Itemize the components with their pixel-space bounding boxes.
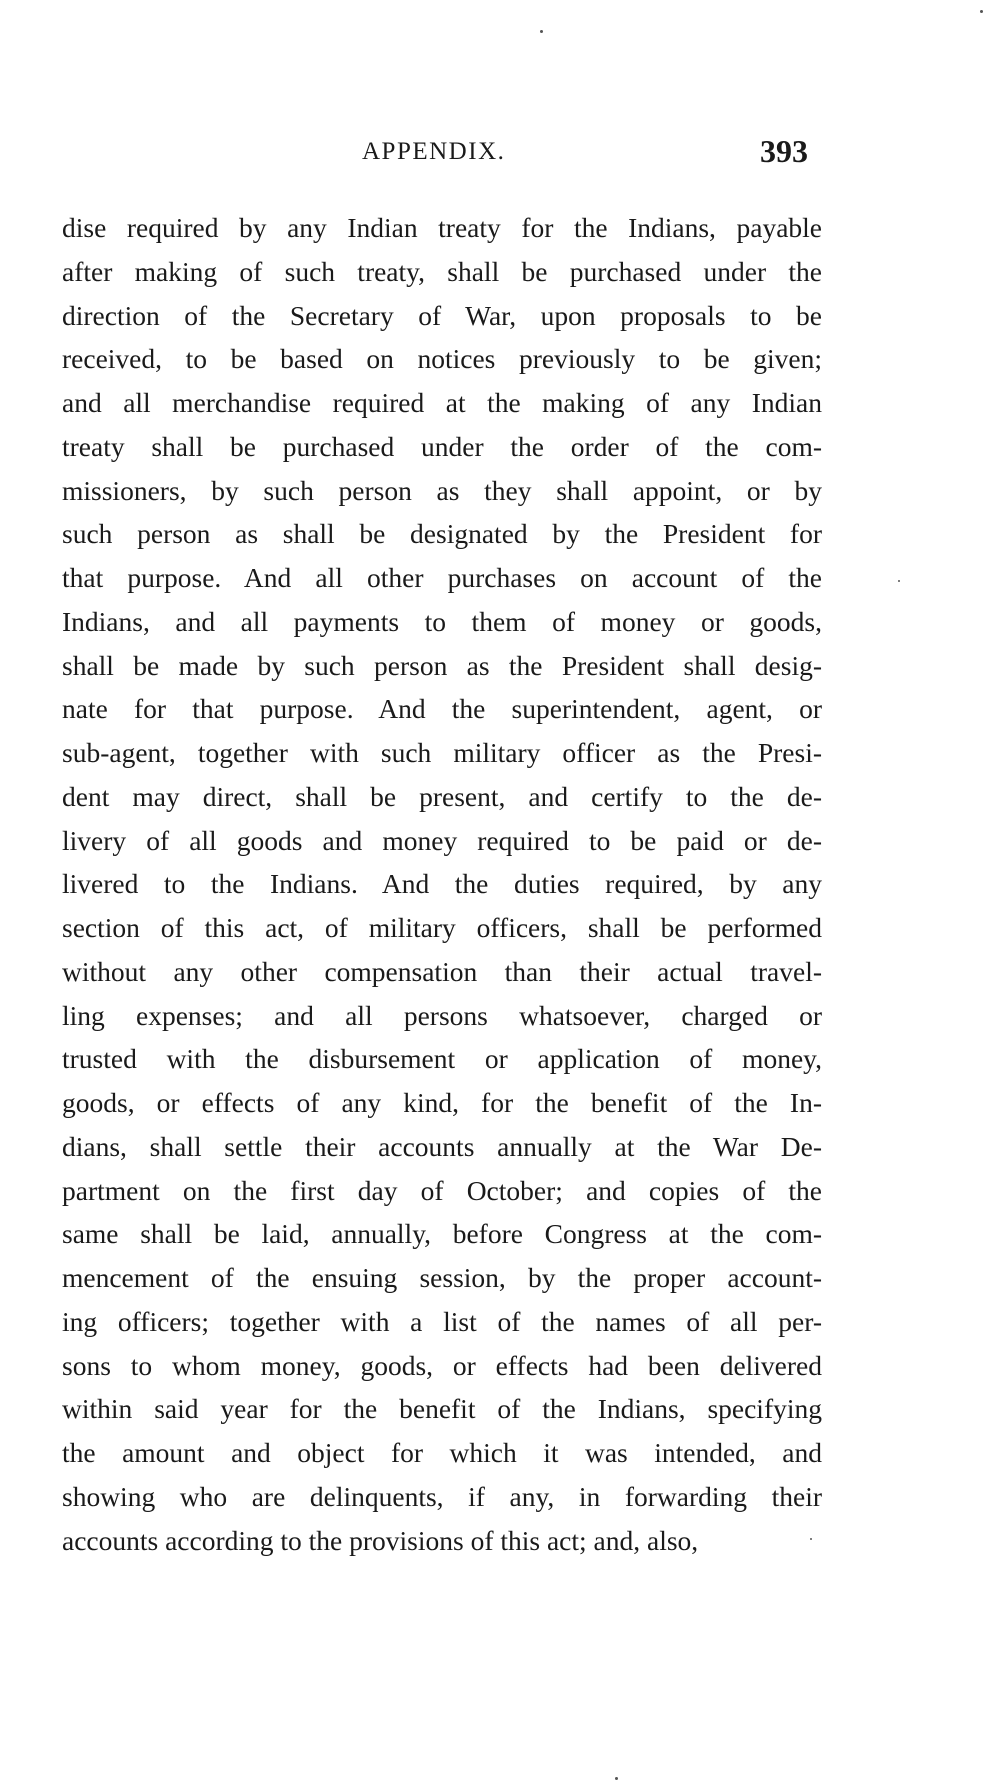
text-line: dians, shall settle their accounts annually at the War De- [62,1130,822,1162]
text-line: after making of such treaty, shall be purchased under the [62,255,822,287]
text-line: partment on the first day of October; and copies of the [62,1174,822,1206]
running-head: APPENDIX. [362,138,506,165]
text-line: dise required by any Indian treaty for the Indians, payable [62,212,822,243]
paper-speck [540,30,543,33]
text-line: within said year for the benefit of the Indians, specifying [62,1393,822,1425]
paper-speck [810,1538,812,1540]
text-line: nate for that purpose. And the superintendent, agent, or [62,693,822,725]
text-line: showing who are delinquents, if any, in forwarding their [62,1480,822,1512]
page-header [0,133,1000,178]
text-line: livery of all goods and money required to be paid or de- [62,824,822,856]
text-line: mencement of the ensuing session, by the proper account- [62,1262,822,1293]
text-line: ing officers; together with a list of the names of all per- [62,1305,822,1337]
paper-speck [615,1777,618,1780]
body-text [62,206,822,1562]
text-line: Indians, and all payments to them of money or goods, [62,605,822,637]
text-line: without any other compensation than their actual travel- [62,955,822,987]
text-line: received, to be based on notices previously to be given; [62,343,822,375]
paper-speck [980,10,983,13]
text-line: sons to whom money, goods, or effects had been delivered [62,1349,822,1381]
text-line: ling expenses; and all persons whatsoever, charged or [62,999,822,1031]
text-line: and all merchandise required at the making of any Indian [62,387,822,418]
text-line: section of this act, of military officers, shall be performed [62,912,822,943]
text-line: missioners, by such person as they shall appoint, or by [62,474,822,506]
text-line: shall be made by such person as the President shall desig- [62,649,822,681]
page-number: 393 [760,133,808,169]
text-line: same shall be laid, annually, before Congress at the com- [62,1218,822,1250]
text-line: accounts according to the provisions of this act; and, also, [62,1524,699,1556]
text-line: such person as shall be designated by the President for [62,518,822,550]
text-line: trusted with the disbursement or application of money, [62,1043,822,1075]
paper-speck [898,580,900,582]
text-line: goods, or effects of any kind, for the benefit of the In- [62,1087,822,1118]
text-line: the amount and object for which it was intended, and [62,1437,822,1468]
text-line: dent may direct, shall be present, and certify to the de- [62,780,822,812]
text-line: livered to the Indians. And the duties required, by any [62,868,822,900]
text-line: direction of the Secretary of War, upon proposals to be [62,299,822,331]
text-line: sub-agent, together with such military officer as the Presi- [62,737,822,768]
text-line: that purpose. And all other purchases on account of the [62,562,822,593]
text-line: treaty shall be purchased under the order of the com- [62,430,822,462]
